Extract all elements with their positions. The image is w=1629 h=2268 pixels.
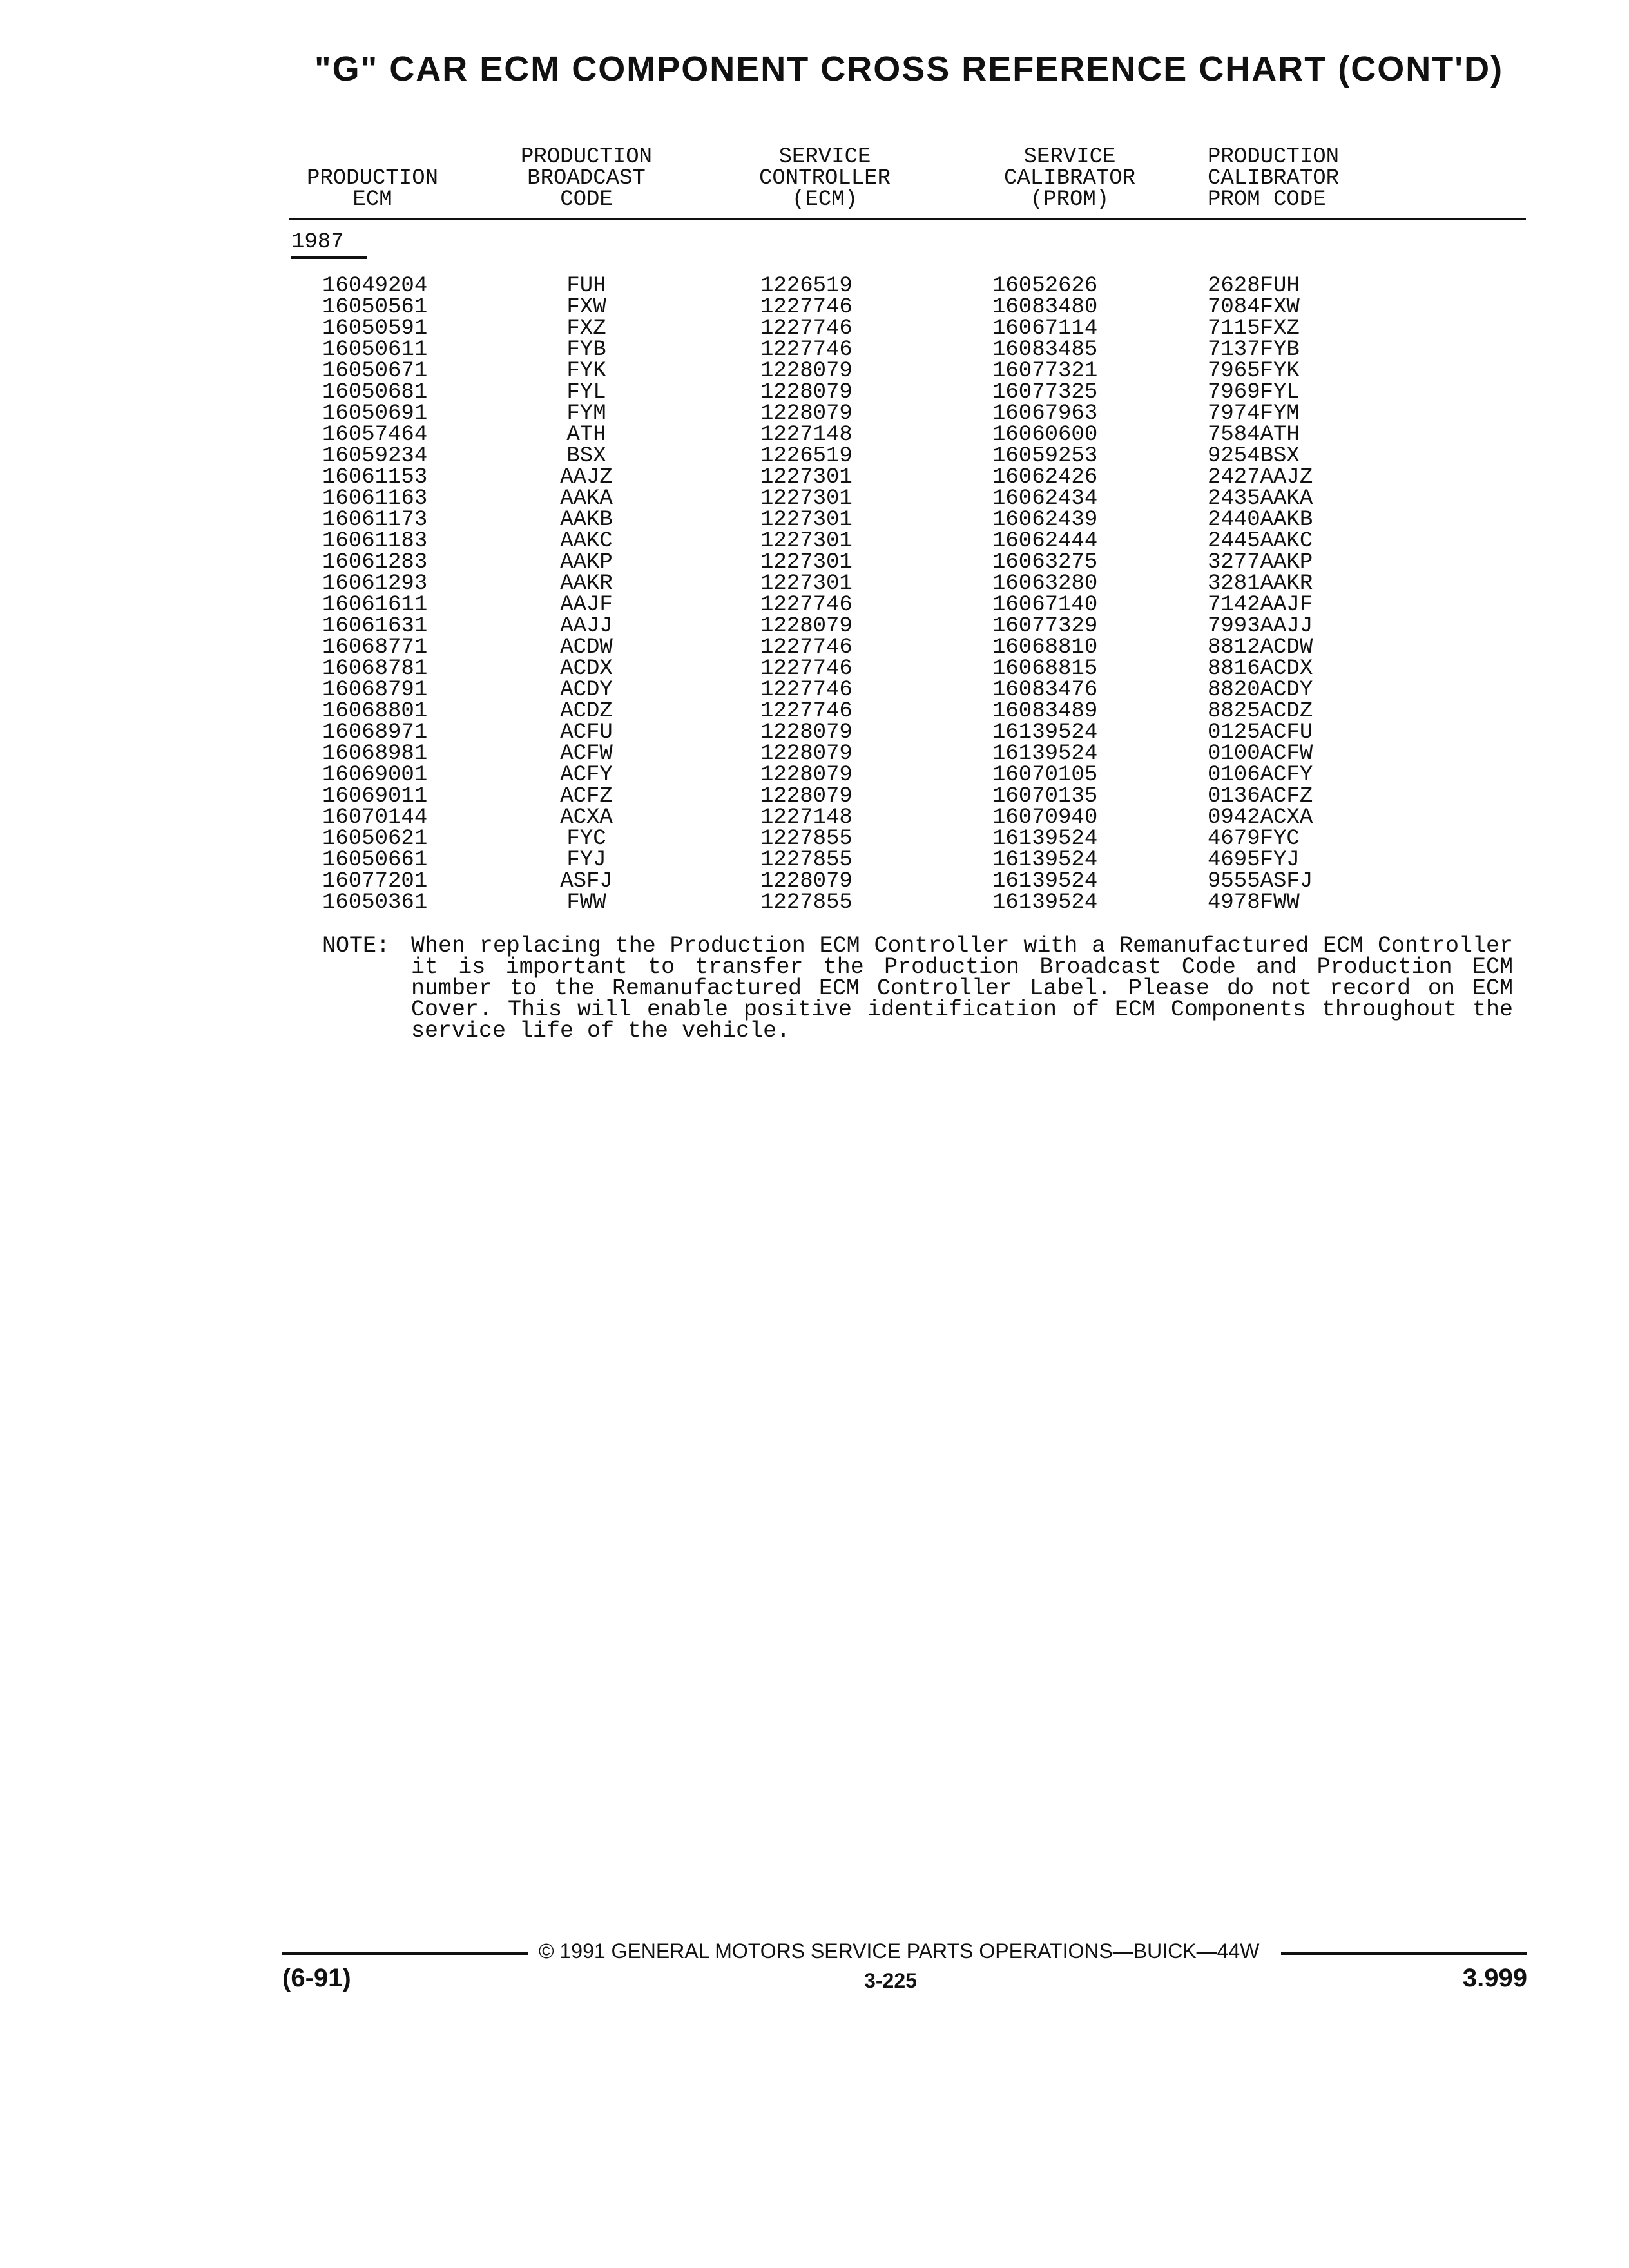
footer-rule-left: [282, 1952, 528, 1955]
table-cell: 0942ACXA: [1208, 805, 1313, 830]
table-cell: ACDX: [560, 657, 613, 681]
table-cell: 2427AAJZ: [1208, 465, 1313, 490]
page-number: 3-225: [864, 1969, 917, 1992]
table-cell: 16061293: [322, 572, 428, 596]
table-cell: 16062426: [992, 465, 1098, 490]
table-cell: FYJ: [566, 848, 606, 872]
table-cell: 16067114: [992, 316, 1098, 341]
table-cell: 16067140: [992, 593, 1098, 617]
table-cell: 16057464: [322, 423, 428, 447]
table-cell: 1227301: [760, 508, 853, 532]
note-text: When replacing the Production ECM Controller with a Remanufactured ECM Controller it is important to transfer the Production Broadcast Code and Production ECM number to the Remanufactured ECM Controller Label. Please do not record on ECM Cover. This will enable positive identification of ECM Components throughout the service life of the vehicle.: [411, 933, 1513, 1044]
year-heading: 1987: [291, 230, 344, 255]
table-cell: ATH: [566, 423, 606, 447]
column-broadcast-code: [541, 276, 631, 914]
table-cell: FWW: [566, 890, 606, 915]
table-cell: 1227855: [760, 890, 853, 915]
table-cell: AAJF: [560, 593, 613, 617]
table-cell: 1228079: [760, 742, 853, 766]
table-cell: 7969FYL: [1208, 380, 1300, 405]
table-cell: 1227746: [760, 678, 853, 702]
table-cell: 3281AAKR: [1208, 572, 1313, 596]
table-cell: 1227148: [760, 423, 853, 447]
table-cell: 16068981: [322, 742, 428, 766]
table-cell: 0106ACFY: [1208, 763, 1313, 787]
table-cell: 16139524: [992, 848, 1098, 872]
table-cell: AAJZ: [560, 465, 613, 490]
table-cell: 16050611: [322, 338, 428, 362]
column-service-calibrator: [992, 276, 1134, 914]
table-cell: 1227746: [760, 316, 853, 341]
table-cell: ACDW: [560, 635, 613, 660]
header-rule: [289, 218, 1526, 220]
table-cell: 7137FYB: [1208, 338, 1300, 362]
table-cell: 16062434: [992, 486, 1098, 511]
table-cell: AAKC: [560, 529, 613, 553]
table-cell: 16077325: [992, 380, 1098, 405]
table-cell: 16050361: [322, 890, 428, 915]
table-cell: 1227301: [760, 572, 853, 596]
table-cell: 16050681: [322, 380, 428, 405]
table-cell: 16083476: [992, 678, 1098, 702]
table-cell: 16061283: [322, 550, 428, 575]
column-production-ecm: [322, 276, 451, 914]
table-cell: AAJJ: [560, 614, 613, 639]
header-prom-code: PRODUCTION CALIBRATOR PROM CODE: [1208, 145, 1340, 212]
table-cell: 9254BSX: [1208, 444, 1300, 468]
table-cell: 4695FYJ: [1208, 848, 1300, 872]
table-cell: 16050561: [322, 295, 428, 320]
table-cell: 16070144: [322, 805, 428, 830]
table-cell: 16050661: [322, 848, 428, 872]
table-cell: 16068781: [322, 657, 428, 681]
note-label: NOTE:: [322, 933, 390, 959]
table-cell: 7084FXW: [1208, 295, 1300, 320]
header-service-controller: SERVICE CONTROLLER (ECM): [758, 145, 891, 212]
table-cell: ACFW: [560, 742, 613, 766]
table-cell: 4679FYC: [1208, 827, 1300, 851]
table-cell: ACDZ: [560, 699, 613, 724]
table-cell: AAKA: [560, 486, 613, 511]
table-cell: FXW: [566, 295, 606, 320]
table-cell: 16077321: [992, 359, 1098, 383]
table-cell: 8825ACDZ: [1208, 699, 1313, 724]
table-cell: ACXA: [560, 805, 613, 830]
table-cell: BSX: [566, 444, 606, 468]
header-production-ecm: PRODUCTION ECM: [306, 166, 439, 212]
table-cell: 16061631: [322, 614, 428, 639]
table-cell: 16050621: [322, 827, 428, 851]
table-cell: 16139524: [992, 827, 1098, 851]
table-cell: 1228079: [760, 380, 853, 405]
table-cell: 2628FUH: [1208, 274, 1300, 298]
table-cell: 1227148: [760, 805, 853, 830]
table-cell: 7965FYK: [1208, 359, 1300, 383]
table-cell: AAKB: [560, 508, 613, 532]
column-prom-code: [1208, 276, 1375, 914]
table-cell: 16069001: [322, 763, 428, 787]
table-cell: FYB: [566, 338, 606, 362]
table-cell: 16059234: [322, 444, 428, 468]
table-cell: 16050591: [322, 316, 428, 341]
table-cell: 7993AAJJ: [1208, 614, 1313, 639]
table-cell: 16139524: [992, 742, 1098, 766]
table-cell: 16083480: [992, 295, 1098, 320]
table-cell: 2435AAKA: [1208, 486, 1313, 511]
table-cell: 2440AAKB: [1208, 508, 1313, 532]
table-cell: 1227301: [760, 529, 853, 553]
table-cell: 1228079: [760, 784, 853, 809]
table-cell: FYL: [566, 380, 606, 405]
table-cell: 16068815: [992, 657, 1098, 681]
table-cell: AAKP: [560, 550, 613, 575]
table-cell: 16083489: [992, 699, 1098, 724]
table-cell: 1228079: [760, 720, 853, 745]
table-cell: FXZ: [566, 316, 606, 341]
table-cell: 8816ACDX: [1208, 657, 1313, 681]
table-cell: 16067963: [992, 401, 1098, 426]
table-cell: 16050671: [322, 359, 428, 383]
table-cell: 16069011: [322, 784, 428, 809]
table-cell: 16139524: [992, 890, 1098, 915]
table-cell: 8812ACDW: [1208, 635, 1313, 660]
table-cell: 7584ATH: [1208, 423, 1300, 447]
column-service-controller: [760, 276, 876, 914]
footer-copyright: © 1991 GENERAL MOTORS SERVICE PARTS OPERATIONS—BUICK—44W: [539, 1939, 1260, 1963]
table-cell: 16061611: [322, 593, 428, 617]
table-cell: 16061153: [322, 465, 428, 490]
table-cell: 1227746: [760, 593, 853, 617]
table-cell: 16052626: [992, 274, 1098, 298]
table-cell: 16063275: [992, 550, 1098, 575]
table-cell: 1227746: [760, 635, 853, 660]
table-cell: 2445AAKC: [1208, 529, 1313, 553]
table-cell: 1227301: [760, 550, 853, 575]
table-cell: 16068971: [322, 720, 428, 745]
table-cell: ACDY: [560, 678, 613, 702]
table-cell: 1227301: [760, 486, 853, 511]
table-cell: 8820ACDY: [1208, 678, 1313, 702]
table-cell: ASFJ: [560, 869, 613, 894]
year-underline: [291, 256, 367, 259]
table-cell: 16068810: [992, 635, 1098, 660]
table-cell: 9555ASFJ: [1208, 869, 1313, 894]
table-cell: 16139524: [992, 720, 1098, 745]
table-cell: 16077201: [322, 869, 428, 894]
table-cell: 16061173: [322, 508, 428, 532]
header-broadcast-code: PRODUCTION BROADCAST CODE: [520, 145, 653, 212]
table-cell: 0136ACFZ: [1208, 784, 1313, 809]
table-cell: 16061183: [322, 529, 428, 553]
table-cell: 16050691: [322, 401, 428, 426]
table-cell: 1228079: [760, 869, 853, 894]
table-cell: 1227301: [760, 465, 853, 490]
table-cell: 16068791: [322, 678, 428, 702]
table-cell: FUH: [566, 274, 606, 298]
table-cell: ACFZ: [560, 784, 613, 809]
table-cell: 1227855: [760, 848, 853, 872]
table-cell: 16070105: [992, 763, 1098, 787]
table-cell: 16077329: [992, 614, 1098, 639]
table-cell: 16061163: [322, 486, 428, 511]
table-cell: 16068771: [322, 635, 428, 660]
table-cell: 1227855: [760, 827, 853, 851]
table-cell: ACFY: [560, 763, 613, 787]
table-cell: ACFU: [560, 720, 613, 745]
table-cell: 16062439: [992, 508, 1098, 532]
table-cell: 4978FWW: [1208, 890, 1300, 915]
header-service-calibrator: SERVICE CALIBRATOR (PROM): [1003, 145, 1136, 212]
table-cell: 1228079: [760, 359, 853, 383]
table-cell: 3277AAKP: [1208, 550, 1313, 575]
table-cell: 1228079: [760, 763, 853, 787]
table-cell: 1227746: [760, 295, 853, 320]
footer-date: (6-91): [282, 1964, 351, 1992]
table-cell: FYM: [566, 401, 606, 426]
table-cell: 16059253: [992, 444, 1098, 468]
table-cell: 16062444: [992, 529, 1098, 553]
table-cell: FYC: [566, 827, 606, 851]
table-cell: 16060600: [992, 423, 1098, 447]
table-cell: 16068801: [322, 699, 428, 724]
table-cell: 16139524: [992, 869, 1098, 894]
table-cell: 7115FXZ: [1208, 316, 1300, 341]
section-number: 3.999: [1462, 1964, 1527, 1992]
table-cell: 7974FYM: [1208, 401, 1300, 426]
table-cell: 16083485: [992, 338, 1098, 362]
table-cell: 0125ACFU: [1208, 720, 1313, 745]
table-cell: AAKR: [560, 572, 613, 596]
table-cell: 16049204: [322, 274, 428, 298]
footer-rule-right: [1281, 1952, 1527, 1955]
table-cell: 1226519: [760, 274, 853, 298]
table-cell: 16063280: [992, 572, 1098, 596]
table-cell: FYK: [566, 359, 606, 383]
page-title: "G" CAR ECM COMPONENT CROSS REFERENCE CHART (CONT'D): [314, 50, 1504, 88]
table-cell: 16070135: [992, 784, 1098, 809]
table-cell: 1228079: [760, 401, 853, 426]
table-cell: 1226519: [760, 444, 853, 468]
table-cell: 1227746: [760, 657, 853, 681]
table-cell: 0100ACFW: [1208, 742, 1313, 766]
table-cell: 1227746: [760, 699, 853, 724]
table-cell: 16070940: [992, 805, 1098, 830]
table-cell: 7142AAJF: [1208, 593, 1313, 617]
table-cell: 1228079: [760, 614, 853, 639]
table-cell: 1227746: [760, 338, 853, 362]
